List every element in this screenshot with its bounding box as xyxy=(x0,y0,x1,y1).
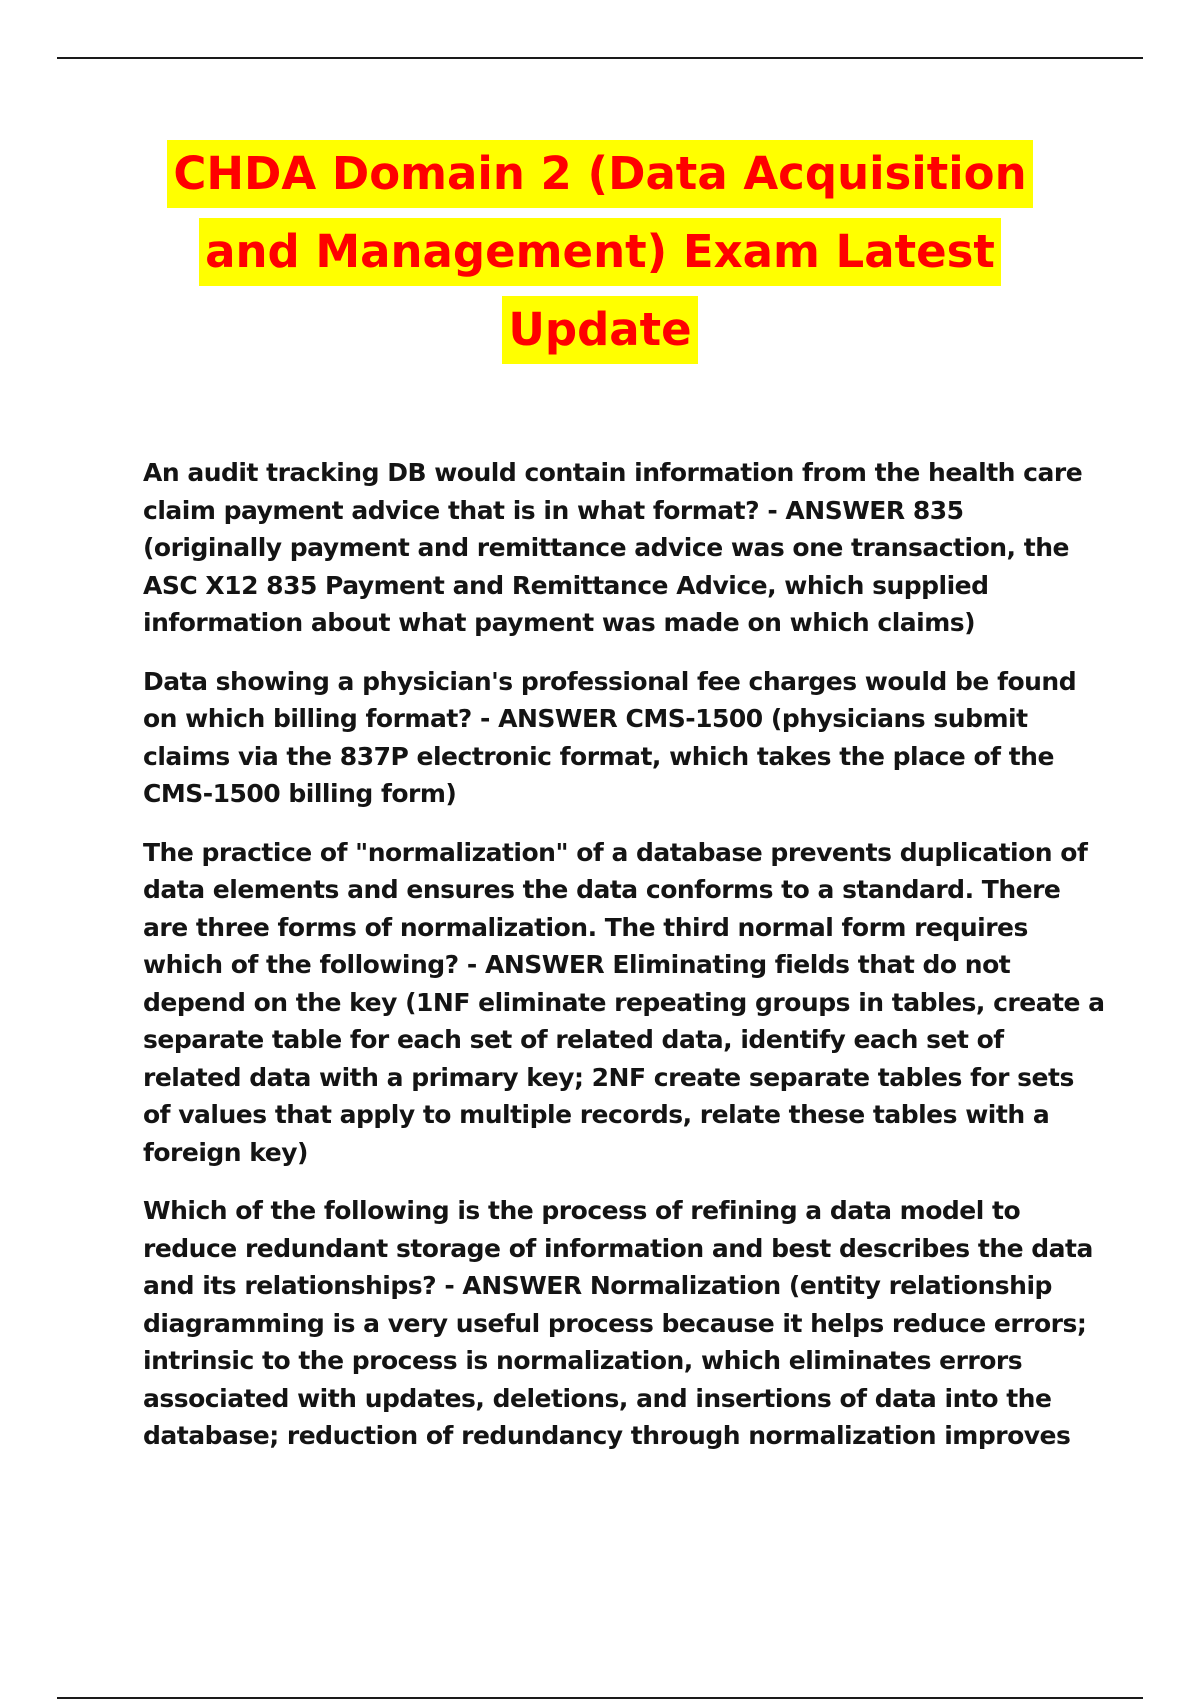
qa-item-3 xyxy=(143,834,1108,1172)
answer-text: Normalization (entity relationship diagramming is a very useful process because it helps reduce errors; intrinsic to the process is normalization, which eliminates errors associated with updates, deletions, and insertions of data into the database; reduction of redundancy through normalization improves xyxy=(143,1271,1087,1450)
answer-text: Eliminating fields that do not depend on the key (1NF eliminate repeating groups in tables, create a separate table for each set of related data, identify each set of related data with a primary key; 2NF create separate tables for sets of values that apply to multiple records, relate these tables with a foreign key) xyxy=(143,950,1105,1167)
separator xyxy=(759,496,785,525)
answer-text: 835 (originally payment and remittance advice was one transaction, the ASC X12 835 Payment and Remittance Advice, which supplied information about what payment was made on which claims) xyxy=(143,495,1069,637)
title-line-3: Update xyxy=(502,296,697,364)
question-text: The practice of "normalization" of a database prevents duplication of data elements and ensures the data conforms to a standard. There are three forms of normalization. The third normal form requires which of the following? xyxy=(143,837,1088,979)
bottom-rule xyxy=(57,1697,1143,1699)
qa-item-1 xyxy=(143,454,1108,642)
qa-item-2 xyxy=(143,663,1108,813)
answer-label: ANSWER xyxy=(785,495,905,525)
question-text: Data showing a physician's professional fee charges would be found on which billing format? xyxy=(143,666,1077,733)
answer-label: ANSWER xyxy=(498,704,618,733)
answer-label: ANSWER xyxy=(484,950,605,979)
question-text: Which of the following is the process of refining a data model to reduce redundant storage of information and best describes the data and its relationships? xyxy=(143,1196,1093,1300)
document-title xyxy=(100,140,1100,374)
top-rule xyxy=(57,57,1143,59)
qa-list xyxy=(143,454,1108,1476)
separator xyxy=(436,1271,462,1300)
answer-text: CMS-1500 (physicians submit claims via the 837P electronic format, which takes the place of the CMS-1500 billing form) xyxy=(143,704,1054,808)
separator xyxy=(459,950,485,979)
answer-label: ANSWER xyxy=(462,1271,582,1300)
title-line-1: CHDA Domain 2 (Data Acquisition xyxy=(167,140,1032,208)
separator xyxy=(472,704,498,733)
qa-item-4 xyxy=(143,1192,1108,1455)
question-text: An audit tracking DB would contain information from the health care claim payment advice that is in what format? xyxy=(143,458,1083,525)
title-line-2: and Management) Exam Latest xyxy=(199,218,1001,286)
